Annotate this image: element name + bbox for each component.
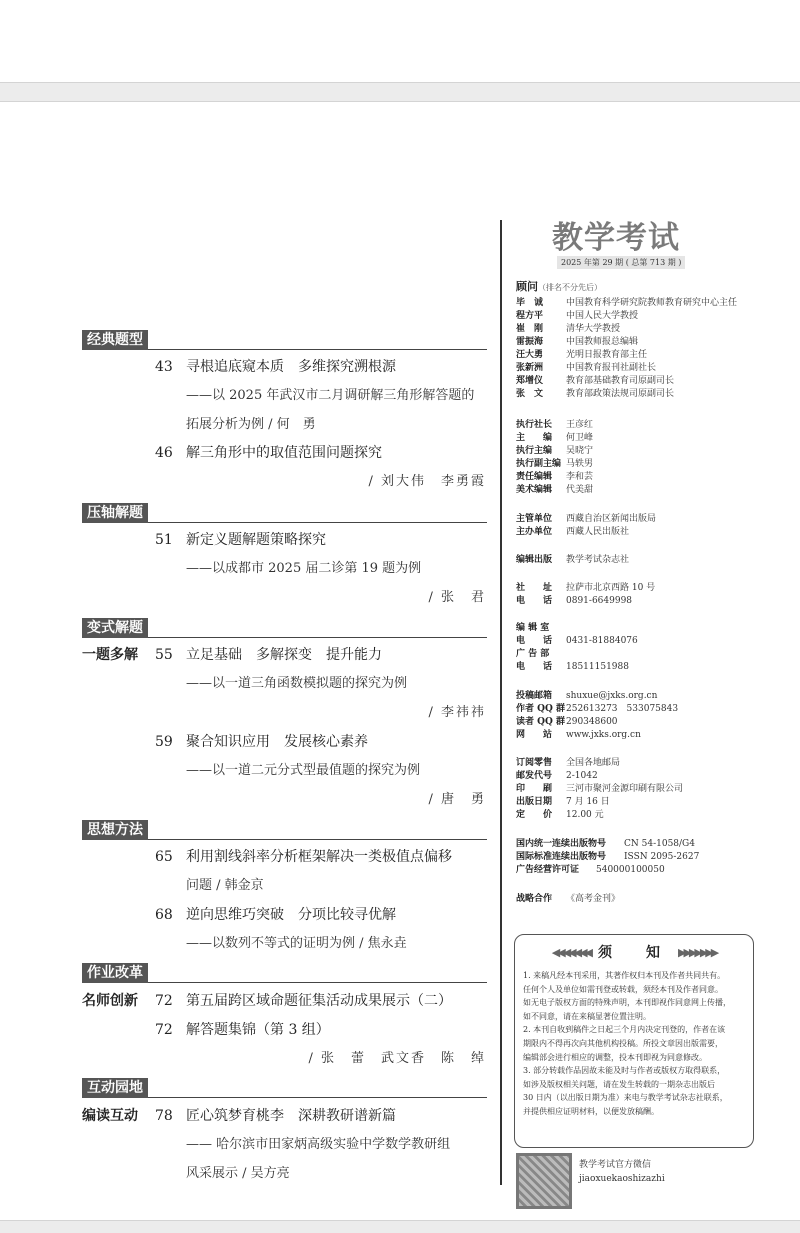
article-subtitle: ——以一道二元分式型最值题的探究为例	[186, 763, 421, 778]
advisor-row	[516, 336, 638, 348]
advisor-row	[516, 388, 674, 400]
distribution-row	[516, 783, 683, 795]
row-key: 电 话	[516, 662, 553, 672]
notice-line: 任何个人及单位如需刊登或转载，须经本刊及作者同意。	[523, 984, 723, 994]
row-value: 拉萨市北京西路 10 号	[566, 583, 656, 593]
contact-row	[516, 729, 641, 741]
article-title[interactable]: 匠心筑梦育桃李 深耕教研谱新篇	[186, 1108, 396, 1124]
column-divider	[500, 220, 502, 1185]
row-key: 主管单位	[516, 514, 553, 524]
article-title[interactable]: 逆向思维巧突破 分项比较寻优解	[186, 907, 396, 923]
magazine-logo: 教学考试	[552, 220, 680, 256]
article-subtitle: ——以一道三角函数模拟题的探究为例	[186, 676, 408, 691]
row-key: 国内统一连续出版物号	[516, 839, 607, 849]
row-key: 汪大勇	[516, 350, 544, 360]
editorial-row	[516, 648, 566, 660]
article-author: / 张 蕾 武文香 陈 绰	[308, 1051, 486, 1066]
advisor-row	[516, 323, 620, 335]
section-header	[82, 963, 487, 983]
wechat-id: jiaoxuekaoshizazhi	[579, 1174, 665, 1184]
article-subtitle: 拓展分析为例 / 何 勇	[186, 417, 316, 432]
advisor-row	[516, 375, 674, 387]
notice-box	[514, 934, 754, 1148]
row-value: 0431-81884076	[566, 636, 638, 646]
distribution-row	[516, 757, 620, 769]
row-key: 投稿邮箱	[516, 691, 553, 701]
editorial-row	[516, 661, 629, 673]
website-link[interactable]: www.jxks.org.cn	[566, 730, 641, 740]
contact-row	[516, 716, 618, 728]
page-number: 65	[155, 849, 173, 865]
row-value: 教育部政策法规司原副司长	[566, 389, 675, 399]
row-key: 编 辑 室	[516, 623, 550, 633]
subsection-label: 编读互动	[82, 1108, 138, 1124]
notice-line: 30 日内（以出版日期为准）来电与教学考试杂志社联系，	[523, 1093, 728, 1103]
notice-body	[523, 969, 745, 1119]
notice-line: 如不同意，请在来稿显著位置注明。	[523, 1011, 651, 1021]
page-number: 59	[155, 734, 173, 750]
row-value: 7 月 16 日	[566, 797, 610, 807]
row-value: 0891-6649998	[566, 596, 633, 606]
row-key: 郑增仪	[516, 376, 544, 386]
section-label: 思想方法	[82, 820, 148, 840]
row-value: 12.00 元	[566, 810, 604, 820]
row-key: 邮发代号	[516, 771, 553, 781]
row-key: 执行副主编	[516, 459, 562, 469]
distribution-row	[516, 770, 598, 782]
section-label: 压轴解题	[82, 503, 148, 523]
article-title[interactable]: 第五届跨区域命题征集活动成果展示（二）	[186, 993, 452, 1009]
row-value: 2-1042	[566, 771, 598, 781]
page-number: 55	[155, 647, 173, 663]
notice-line: 并提供相应证明材料，以便发放稿酬。	[523, 1106, 659, 1116]
article-subtitle: ——以数列不等式的证明为例 / 焦永垚	[186, 936, 407, 951]
row-key: 广 告 部	[516, 649, 550, 659]
advisors-title	[516, 280, 602, 295]
article-title[interactable]: 利用割线斜率分析框架解决一类极值点偏移	[186, 849, 452, 865]
row-key: 读者 QQ 群	[516, 717, 565, 727]
row-value: 王彦红	[566, 420, 594, 430]
row-value: 《高考金刊》	[566, 894, 621, 904]
row-key: 订阅零售	[516, 758, 553, 768]
row-value: 540000100050	[596, 865, 665, 875]
section-header	[82, 820, 487, 840]
notice-line: 如无电子版权方面的特殊声明，本刊即视作同意网上传播，	[523, 998, 731, 1008]
row-key: 编辑出版	[516, 555, 553, 565]
article-subtitle: —— 哈尔滨市田家炳高级实验中学数学教研组	[186, 1137, 451, 1152]
staff-row	[516, 458, 593, 470]
section-label: 变式解题	[82, 618, 148, 638]
row-key: 定 价	[516, 810, 553, 820]
row-value: 何卫峰	[566, 433, 594, 443]
row-key: 国际标准连续出版物号	[516, 852, 607, 862]
article-author: / 李祎祎	[428, 705, 486, 720]
subsection-label: 一题多解	[82, 647, 138, 663]
contact-row	[516, 703, 678, 715]
page-number: 72	[155, 1022, 173, 1038]
article-author: / 唐 勇	[428, 792, 486, 807]
advisor-row	[516, 297, 737, 309]
section-header	[82, 503, 487, 523]
row-key: 社 址	[516, 583, 553, 593]
section-header	[82, 618, 487, 638]
notice-header	[523, 941, 745, 963]
address-row	[516, 582, 655, 594]
row-key: 张 文	[516, 389, 544, 399]
article-title[interactable]: 聚合知识应用 发展核心素养	[186, 734, 368, 750]
row-key: 战略合作	[516, 894, 553, 904]
notice-line: 1. 来稿凡经本刊采用，其著作权归本刊及作者共同共有。	[523, 971, 726, 980]
article-title[interactable]: 解答题集锦（第 3 组）	[186, 1022, 330, 1038]
notice-line: 2. 本刊自收到稿件之日起三个月内决定刊登的，作者在该	[523, 1025, 726, 1035]
unit-row	[516, 526, 629, 538]
row-key: 广告经营许可证	[516, 865, 580, 875]
advisors-note: （排名不分先后）	[538, 283, 602, 292]
row-value: 清华大学教授	[566, 324, 621, 334]
article-title[interactable]: 寻根追底窥本质 多维探究溯根源	[186, 359, 396, 375]
article-author: / 张 君	[428, 590, 486, 605]
row-key: 责任编辑	[516, 472, 553, 482]
row-key: 毕 诚	[516, 298, 544, 308]
staff-row	[516, 471, 593, 483]
row-key: 美术编辑	[516, 485, 553, 495]
notice-line: 3. 部分转载作品因故未能及时与作者或版权方取得联系，	[523, 1066, 726, 1076]
row-key: 电 话	[516, 636, 553, 646]
row-key: 雷振海	[516, 337, 544, 347]
row-value: 中国教育科学研究院教师教育研究中心主任	[566, 298, 738, 308]
page-number: 51	[155, 532, 173, 548]
row-value: 西藏人民出版社	[566, 527, 630, 537]
row-value: 18511151988	[566, 662, 629, 672]
advisor-row	[516, 349, 647, 361]
subsection-label: 名师创新	[82, 993, 138, 1009]
row-key: 电 话	[516, 596, 553, 606]
row-value: 教育部基础教育司原副司长	[566, 376, 675, 386]
article-subtitle: 风采展示 / 吴方亮	[186, 1166, 290, 1181]
email-link[interactable]: shuxue@jxks.org.cn	[566, 691, 658, 701]
code-row	[516, 838, 695, 850]
notice-line: 编辑部会进行相应的调整，投本刊即视为同意修改。	[523, 1052, 707, 1062]
staff-row	[516, 445, 593, 457]
notice-line: 如涉及版权相关问题，请在发生转载的一期杂志出版后	[523, 1079, 715, 1089]
article-author: / 刘大伟 李勇霞	[368, 474, 486, 489]
advisors-label: 顾问	[516, 280, 538, 293]
right-arrows-icon: ▶▶▶▶▶▶▶	[678, 945, 717, 959]
row-key: 作者 QQ 群	[516, 704, 565, 714]
row-value: 三河市聚河金源印刷有限公司	[566, 784, 684, 794]
row-key: 网 站	[516, 730, 553, 740]
article-title[interactable]: 新定义题解题策略探究	[186, 532, 326, 548]
editorial-row	[516, 635, 638, 647]
row-value: ISSN 2095-2627	[624, 852, 700, 862]
address-row	[516, 595, 632, 607]
row-value: 中国人民大学教授	[566, 311, 639, 321]
notice-line: 期限内不得再次向其他机构投稿。所投文章因出版需要，	[523, 1038, 723, 1048]
code-row	[516, 851, 699, 863]
row-value: 光明日报教育部主任	[566, 350, 648, 360]
row-value: 252613273 533075843	[566, 704, 679, 714]
row-value: 全国各地邮局	[566, 758, 621, 768]
row-key: 执行社长	[516, 420, 553, 430]
page-number: 68	[155, 907, 173, 923]
article-subtitle: 问题 / 韩金京	[186, 878, 264, 893]
distribution-row	[516, 796, 610, 808]
row-value: 中国教师报总编辑	[566, 337, 639, 347]
row-value: 中国教育报刊社副社长	[566, 363, 657, 373]
advisor-row	[516, 362, 656, 374]
page-number: 78	[155, 1108, 173, 1124]
staff-row	[516, 484, 593, 496]
row-value: 李和芸	[566, 472, 594, 482]
row-value: 西藏自治区新闻出版局	[566, 514, 657, 524]
section-header	[82, 1078, 487, 1098]
wechat-qr-code[interactable]	[516, 1153, 572, 1209]
row-key: 主办单位	[516, 527, 553, 537]
row-value: 代美甜	[566, 485, 594, 495]
publisher-row	[516, 554, 629, 566]
section-label: 作业改革	[82, 963, 148, 983]
code-row	[516, 864, 665, 876]
wechat-info	[579, 1158, 665, 1186]
article-title[interactable]: 解三角形中的取值范围问题探究	[186, 445, 382, 461]
article-subtitle: ——以 2025 年武汉市二月调研解三角形解答题的	[186, 388, 475, 403]
row-value: 马轶男	[566, 459, 594, 469]
partner-row	[516, 893, 620, 905]
editorial-row	[516, 622, 566, 634]
article-subtitle: ——以成都市 2025 届二诊第 19 题为例	[186, 561, 422, 576]
notice-title: 须 知	[598, 945, 670, 961]
row-key: 崔 刚	[516, 324, 544, 334]
row-key: 印 刷	[516, 784, 553, 794]
row-value: 教学考试杂志社	[566, 555, 630, 565]
page-number: 72	[155, 993, 173, 1009]
advisor-row	[516, 310, 638, 322]
article-title[interactable]: 立足基础 多解探变 提升能力	[186, 647, 382, 663]
contact-row	[516, 690, 657, 702]
row-key: 执行主编	[516, 446, 553, 456]
row-key: 张新洲	[516, 363, 544, 373]
row-key: 出版日期	[516, 797, 553, 807]
section-label: 经典题型	[82, 330, 148, 350]
page-number: 43	[155, 359, 173, 375]
bottom-strip	[0, 1220, 800, 1233]
distribution-row	[516, 809, 604, 821]
left-arrows-icon: ◀◀◀◀◀◀◀	[551, 945, 590, 959]
section-header	[82, 330, 487, 350]
page-number: 46	[155, 445, 173, 461]
row-key: 程方平	[516, 311, 544, 321]
section-label: 互动园地	[82, 1078, 148, 1098]
wechat-title: 教学考试官方微信	[579, 1160, 652, 1170]
issue-number: 2025 年第 29 期 ( 总第 713 期 )	[557, 256, 685, 269]
unit-row	[516, 513, 656, 525]
staff-row	[516, 432, 593, 444]
row-key: 主 编	[516, 433, 553, 443]
row-value: 290348600	[566, 717, 618, 727]
staff-row	[516, 419, 593, 431]
row-value: 吴晓宁	[566, 446, 594, 456]
row-value: CN 54-1058/G4	[624, 839, 695, 849]
